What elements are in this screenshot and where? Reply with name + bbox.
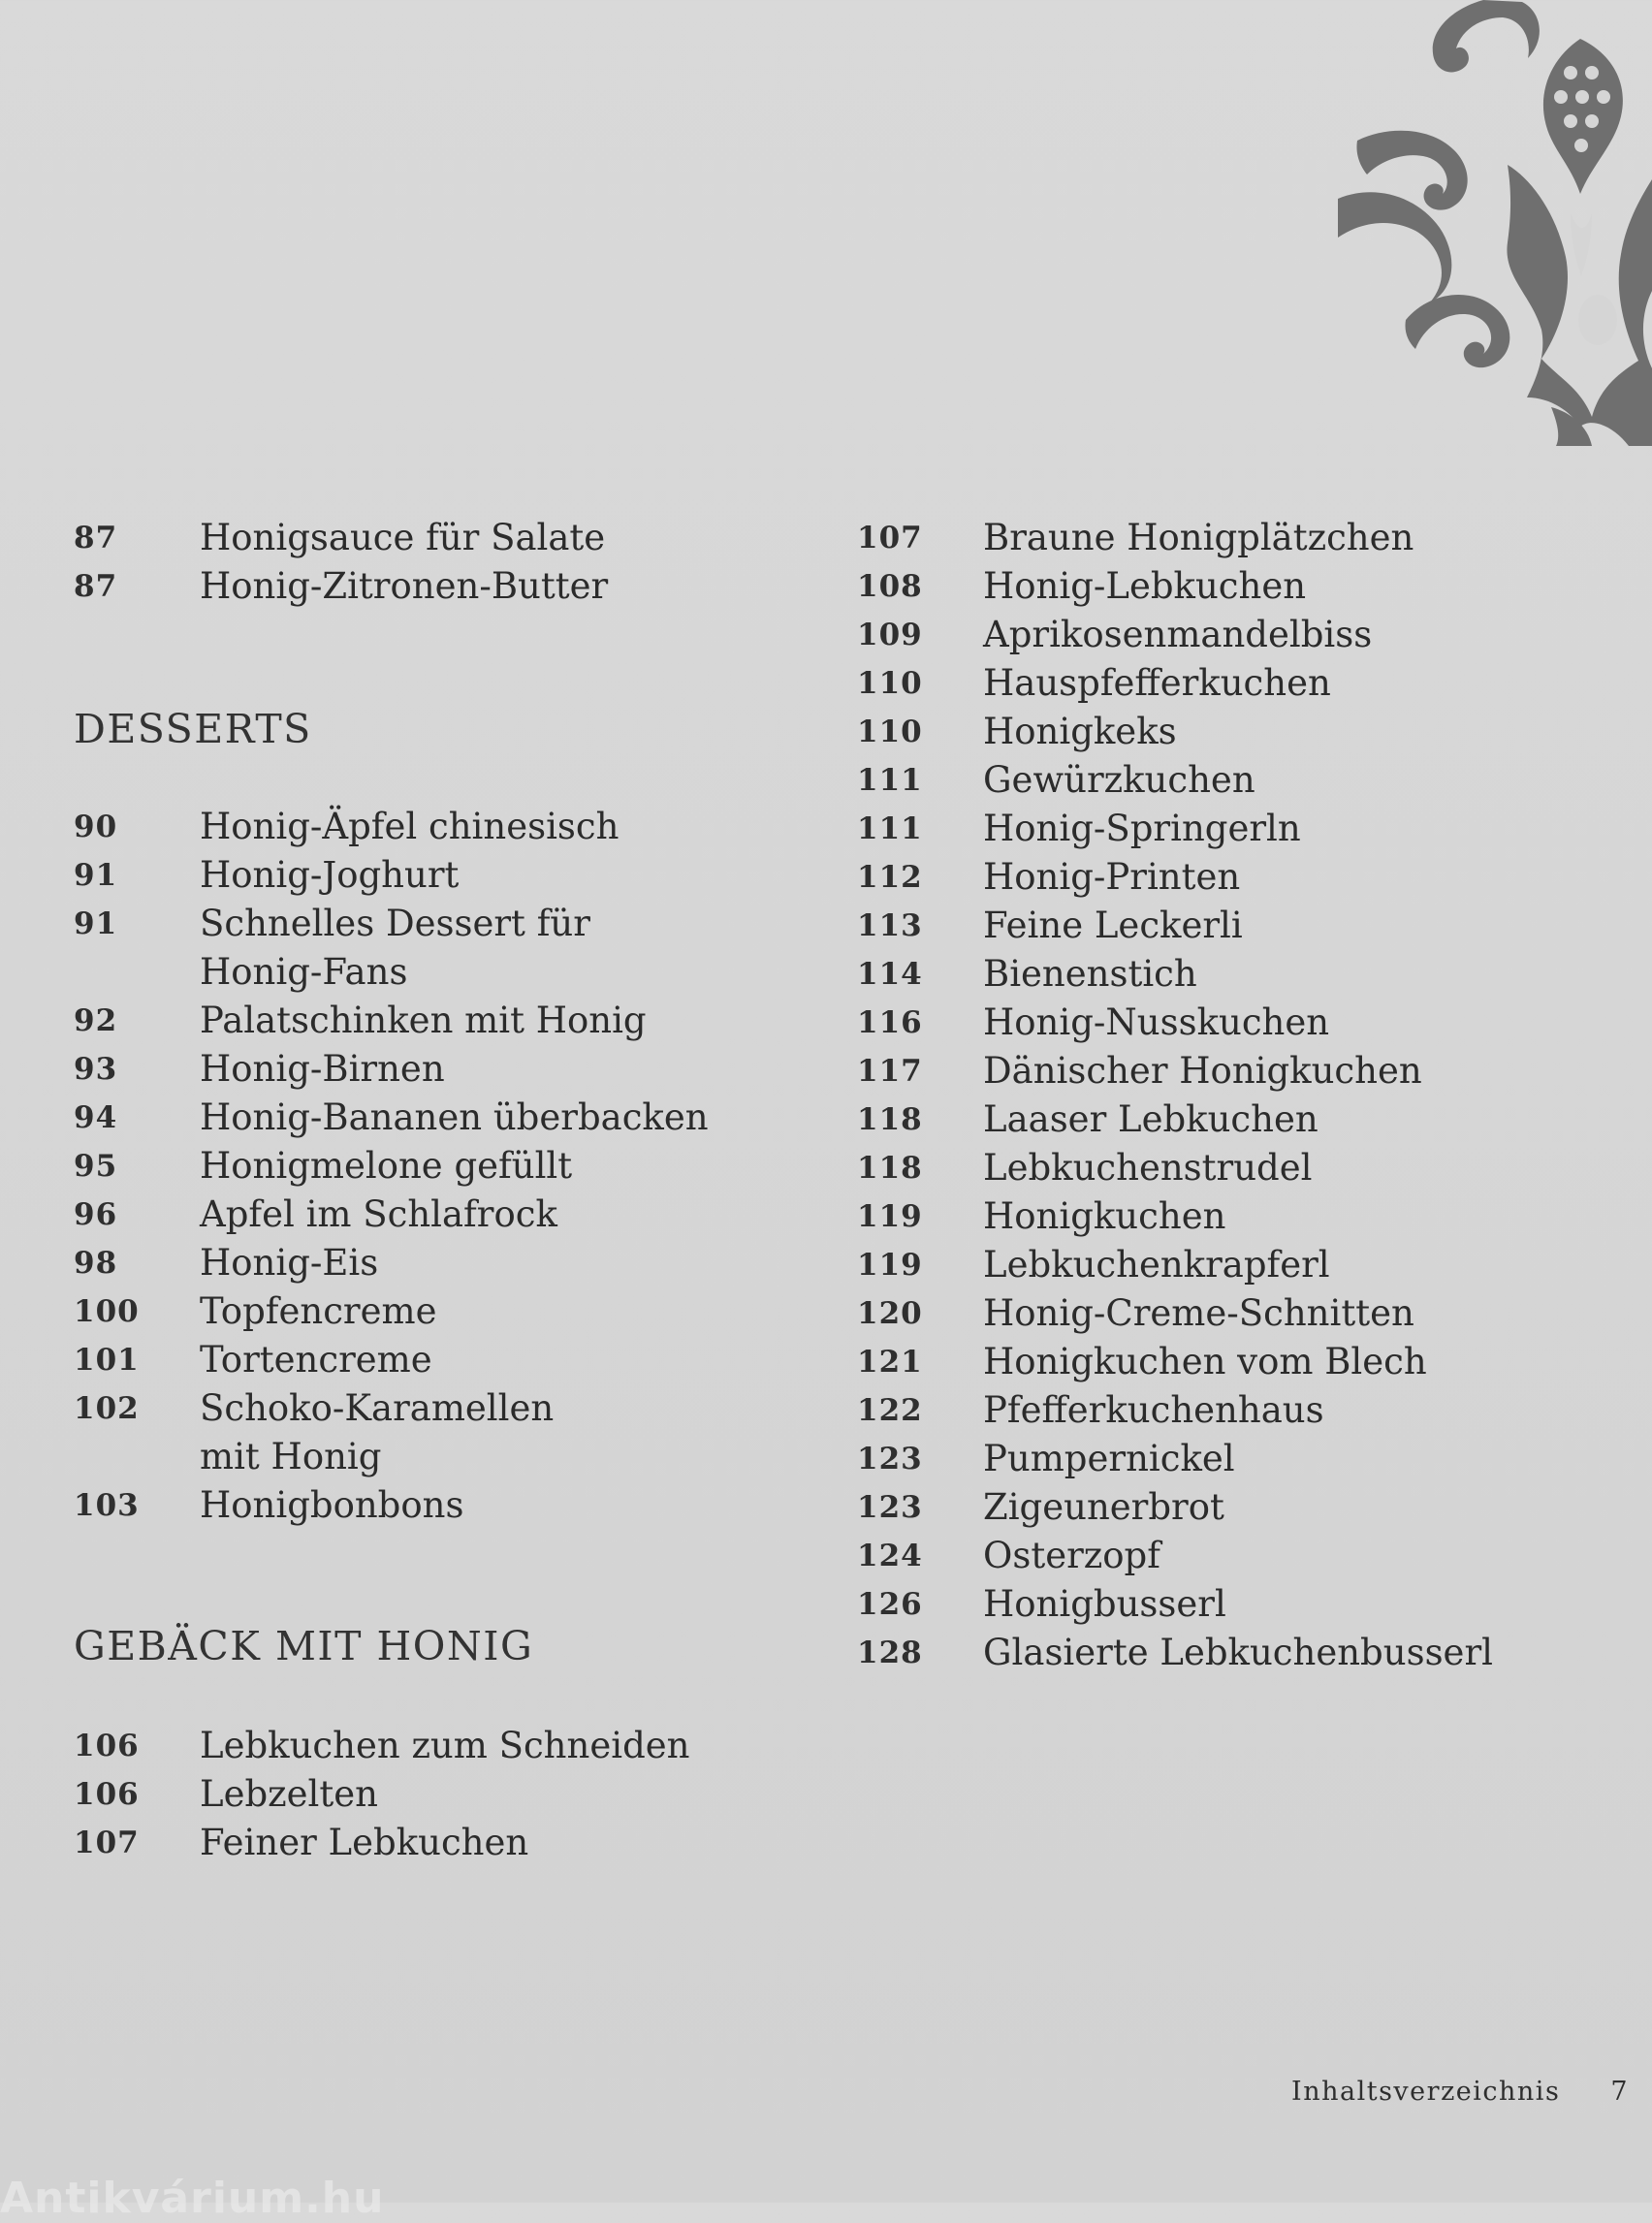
page-number: 96 <box>74 1197 118 1232</box>
recipe-title: Honig-Äpfel chinesisch <box>200 806 620 847</box>
page-number: 106 <box>74 1777 140 1812</box>
toc-entry[interactable] <box>857 1580 1226 1629</box>
recipe-title: Apfel im Schlafrock <box>200 1193 557 1235</box>
page-number: 91 <box>74 858 118 893</box>
section-heading-gebaeck: GEBÄCK MIT HONIG <box>74 1623 534 1669</box>
page-number: 95 <box>74 1149 118 1184</box>
toc-entry[interactable] <box>74 1336 432 1384</box>
toc-entry[interactable] <box>74 1287 436 1336</box>
toc-entry[interactable] <box>74 997 647 1045</box>
page-number: 109 <box>857 618 923 652</box>
recipe-title: Honig-Joghurt <box>200 854 460 896</box>
page-number: 121 <box>857 1345 923 1380</box>
recipe-title: Glasierte Lebkuchenbusserl <box>983 1632 1493 1673</box>
toc-entry[interactable] <box>74 1481 463 1530</box>
recipe-title: Bienenstich <box>983 953 1197 995</box>
page-number: 118 <box>857 1151 923 1186</box>
page-number: 117 <box>857 1054 923 1089</box>
page-number: 110 <box>857 666 923 701</box>
toc-entry[interactable] <box>74 1384 554 1481</box>
page-number: 111 <box>857 811 923 846</box>
page-number: 123 <box>857 1442 923 1477</box>
page-number: 107 <box>857 521 923 556</box>
page-number: 119 <box>857 1248 923 1283</box>
recipe-title-line-2: mit Honig <box>200 1436 382 1477</box>
recipe-title: Braune Honigplätzchen <box>983 517 1414 558</box>
page-number: 112 <box>857 860 923 895</box>
recipe-title: Honig-Springerln <box>983 808 1301 849</box>
page-number: 113 <box>857 908 923 943</box>
toc-entry[interactable] <box>857 1483 1224 1532</box>
recipe-title: Tortencreme <box>200 1339 432 1381</box>
recipe-title: Lebkuchenkrapferl <box>983 1244 1330 1286</box>
page-number: 87 <box>74 569 118 604</box>
watermark: Antikvárium.hu <box>0 2174 385 2223</box>
toc-entry[interactable] <box>857 1096 1318 1144</box>
recipe-title: Honig-Zitronen-Butter <box>200 565 609 607</box>
recipe-title-line-2: Honig-Fans <box>200 951 408 993</box>
page-number: 90 <box>74 810 118 844</box>
recipe-title: Honigkuchen vom Blech <box>983 1341 1427 1382</box>
toc-entry[interactable] <box>857 562 1306 611</box>
toc-entry[interactable] <box>74 900 590 997</box>
toc-entry[interactable] <box>857 1386 1324 1435</box>
toc-entry[interactable] <box>857 1241 1330 1289</box>
page-number: 111 <box>857 763 923 798</box>
recipe-title: Palatschinken mit Honig <box>200 1000 647 1041</box>
recipe-title: Lebkuchen zum Schneiden <box>200 1725 690 1766</box>
page-number: 87 <box>74 521 118 556</box>
toc-entry[interactable] <box>857 1338 1427 1386</box>
recipe-title: Aprikosenmandelbiss <box>983 614 1373 655</box>
page-number: 110 <box>857 715 923 749</box>
recipe-title: Honig-Creme-Schnitten <box>983 1292 1414 1334</box>
page-number: 107 <box>74 1826 140 1860</box>
ornament-top-curl <box>1433 0 1540 72</box>
recipe-title-line-1: Schoko-Karamellen <box>200 1387 555 1429</box>
recipe-title: Honigkuchen <box>983 1195 1226 1237</box>
section-heading-desserts: DESSERTS <box>74 706 312 752</box>
toc-entry[interactable] <box>857 708 1177 756</box>
recipe-title: Gewürzkuchen <box>983 759 1255 801</box>
toc-entry[interactable] <box>857 1629 1493 1677</box>
toc-entry[interactable] <box>857 1289 1414 1338</box>
toc-entry[interactable] <box>857 1047 1422 1096</box>
toc-entry[interactable] <box>74 1239 378 1287</box>
recipe-title <box>200 1384 554 1481</box>
page-number: 108 <box>857 569 923 604</box>
footer-page-number: 7 <box>1610 2077 1629 2107</box>
recipe-title: Topfencreme <box>200 1290 437 1332</box>
page-number: 123 <box>857 1490 923 1525</box>
toc-entry[interactable] <box>74 1770 378 1819</box>
recipe-title: Laaser Lebkuchen <box>983 1098 1318 1140</box>
page-number: 98 <box>74 1246 118 1281</box>
recipe-title <box>200 900 590 997</box>
page-number: 119 <box>857 1199 923 1234</box>
page-number: 128 <box>857 1635 923 1670</box>
toc-entry[interactable] <box>74 1094 709 1142</box>
page-footer <box>1291 2077 1629 2107</box>
footer-section-label: Inhaltsverzeichnis <box>1291 2077 1561 2107</box>
toc-entry[interactable] <box>74 562 608 611</box>
damask-ornament <box>1338 0 1652 446</box>
toc-entry[interactable] <box>857 1144 1312 1192</box>
page-number: 122 <box>857 1393 923 1428</box>
ornament-crest <box>1507 165 1652 446</box>
toc-entry[interactable] <box>74 1819 528 1867</box>
page-number: 116 <box>857 1005 923 1040</box>
toc-entry[interactable] <box>74 514 605 562</box>
recipe-title: Pfefferkuchenhaus <box>983 1389 1324 1431</box>
recipe-title: Honig-Lebkuchen <box>983 565 1307 607</box>
toc-entry[interactable] <box>74 803 619 851</box>
page-number: 103 <box>74 1488 140 1523</box>
recipe-title: Honig-Printen <box>983 856 1241 898</box>
toc-entry[interactable] <box>857 999 1329 1047</box>
recipe-title-line-1: Schnelles Dessert für <box>200 903 590 944</box>
recipe-title: Honig-Birnen <box>200 1048 445 1090</box>
recipe-title: Feiner Lebkuchen <box>200 1822 529 1863</box>
recipe-title: Honigmelone gefüllt <box>200 1145 573 1187</box>
ornament-flame <box>1543 39 1623 194</box>
recipe-title: Honig-Nusskuchen <box>983 1001 1330 1043</box>
toc-entry[interactable] <box>74 1142 572 1191</box>
recipe-title: Pumpernickel <box>983 1438 1235 1479</box>
recipe-title: Hauspfefferkuchen <box>983 662 1331 704</box>
toc-entry[interactable] <box>857 805 1301 853</box>
page-number: 118 <box>857 1102 923 1137</box>
recipe-title: Honigsauce für Salate <box>200 517 606 558</box>
ornament-lower-scroll <box>1405 295 1509 367</box>
recipe-title: Honig-Bananen überbacken <box>200 1096 709 1138</box>
toc-entry[interactable] <box>857 1532 1160 1580</box>
page-number: 120 <box>857 1296 923 1331</box>
toc-entry[interactable] <box>74 1722 689 1770</box>
page-number: 92 <box>74 1003 118 1038</box>
page-number: 106 <box>74 1729 140 1763</box>
page-number: 93 <box>74 1052 118 1087</box>
recipe-title: Feine Leckerli <box>983 905 1243 946</box>
toc-entry[interactable] <box>857 853 1240 902</box>
recipe-title: Lebkuchenstrudel <box>983 1147 1313 1189</box>
page-number: 94 <box>74 1100 118 1135</box>
toc-entry[interactable] <box>857 1435 1235 1483</box>
toc-entry[interactable] <box>857 659 1331 708</box>
page-number: 124 <box>857 1539 923 1573</box>
page-number: 100 <box>74 1294 140 1329</box>
toc-entry[interactable] <box>857 950 1197 999</box>
toc-entry[interactable] <box>74 1045 445 1094</box>
toc-entry[interactable] <box>74 1191 557 1239</box>
toc-entry[interactable] <box>857 756 1255 805</box>
page-number: 101 <box>74 1343 140 1378</box>
recipe-title: Dänischer Honigkuchen <box>983 1050 1422 1092</box>
toc-entry[interactable] <box>857 611 1372 659</box>
page-number: 102 <box>74 1391 140 1426</box>
page-number: 114 <box>857 957 923 992</box>
toc-entry[interactable] <box>857 514 1414 562</box>
recipe-title: Honigbusserl <box>983 1583 1226 1625</box>
recipe-title: Zigeunerbrot <box>983 1486 1224 1528</box>
toc-entry[interactable] <box>74 851 459 900</box>
recipe-title: Honigkeks <box>983 711 1177 752</box>
page-number: 91 <box>74 906 118 941</box>
toc-entry[interactable] <box>857 1192 1225 1241</box>
page-number: 126 <box>857 1587 923 1622</box>
recipe-title: Lebzelten <box>200 1773 378 1815</box>
recipe-title: Honig-Eis <box>200 1242 379 1284</box>
toc-entry[interactable] <box>857 902 1243 950</box>
recipe-title: Osterzopf <box>983 1535 1160 1576</box>
recipe-title: Honigbonbons <box>200 1484 464 1526</box>
